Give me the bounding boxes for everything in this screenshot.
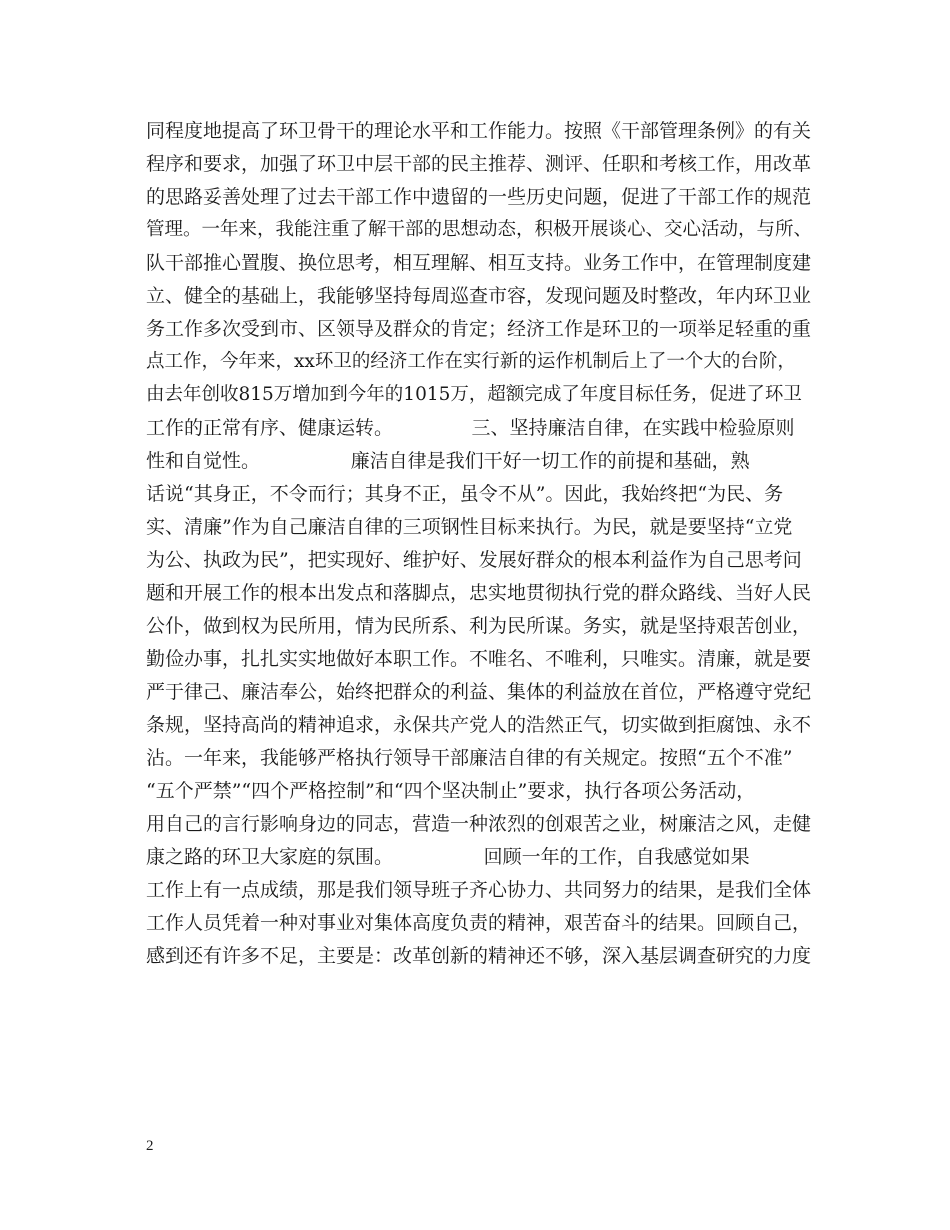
text-line: 话说“其身正，不令而行；其身不正，虽令不从”。因此，我始终把“为民、务 [146, 483, 784, 505]
text-line: 同程度地提高了环卫骨干的理论水平和工作能力。按照《干部管理条例》的有关 [146, 120, 812, 142]
text-line: 立、健全的基础上，我能够坚持每周巡查市容，发现问题及时整改，年内环卫业 [146, 285, 812, 307]
text-line: 性和自觉性。 廉洁自律是我们干好一切工作的前提和基础，熟 [146, 450, 750, 472]
text-line: 务工作多次受到市、区领导及群众的肯定；经济工作是环卫的一项举足轻重的重 [146, 318, 812, 340]
text-line: 勤俭办事，扎扎实实地做好本职工作。不唯名、不唯利，只唯实。清廉，就是要 [146, 648, 812, 670]
text-line: 管理。一年来，我能注重了解干部的思想动态，积极开展谈心、交心活动，与所、 [146, 219, 813, 240]
text-line: 严于律己、廉洁奉公，始终把群众的利益、集体的利益放在首位，严格遵守党纪 [146, 681, 812, 703]
text-line: 题和开展工作的根本出发点和落脚点，忠实地贯彻执行党的群众路线、当好人民 [146, 582, 812, 604]
text-line: 康之路的环卫大家庭的氛围。 回顾一年的工作，自我感觉如果 [146, 846, 750, 868]
text-line: 程序和要求，加强了环卫中层干部的民主推荐、测评、任职和考核工作，用改革 [146, 153, 812, 175]
text-line: 用自己的言行影响身边的同志，营造一种浓烈的创艰苦之业，树廉洁之风，走健 [146, 813, 812, 835]
text-line: 工作人员凭着一种对事业对集体高度负责的精神，艰苦奋斗的结果。回顾自己， [146, 912, 812, 934]
text-line: 工作的正常有序、健康运转。 三、坚持廉洁自律，在实践中检验原则 [146, 417, 795, 439]
text-line: 沾。一年来，我能够严格执行领导干部廉洁自律的有关规定。按照“五个不准” [146, 747, 793, 769]
text-line: 队干部推心置腹、换位思考，相互理解、相互支持。业务工作中，在管理制度建 [146, 252, 812, 274]
text-line: 由去年创收815万增加到今年的1015万，超额完成了年度目标任务，促进了环卫 [146, 384, 802, 405]
text-line: 工作上有一点成绩，那是我们领导班子齐心协力、共同努力的结果，是我们全体 [146, 879, 812, 901]
text-line: “五个严禁”“四个严格控制”和“四个坚决制止”要求，执行各项公务活动， [146, 780, 756, 802]
text-line: 公仆，做到权为民所用，情为民所系、利为民所谋。务实，就是坚持艰苦创业， [146, 615, 812, 637]
text-line: 点工作，今年来，xx环卫的经济工作在实行新的运作机制后上了一个大的台阶， [146, 351, 796, 372]
text-line: 的思路妥善处理了过去干部工作中遗留的一些历史问题，促进了干部工作的规范 [146, 186, 812, 208]
text-line: 为公、执政为民”，把实现好、维护好、发展好群众的根本利益作为自己思考问 [146, 549, 802, 571]
text-line: 条规，坚持高尚的精神追求，永保共产党人的浩然正气，切实做到拒腐蚀、永不 [146, 714, 812, 736]
page-number: 2 [146, 1138, 154, 1154]
text-line: 实、清廉”作为自己廉洁自律的三项钢性目标来执行。为民，就是要坚持“立党 [146, 516, 793, 538]
text-line: 感到还有许多不足，主要是：改革创新的精神还不够，深入基层调查研究的力度 [146, 945, 812, 967]
